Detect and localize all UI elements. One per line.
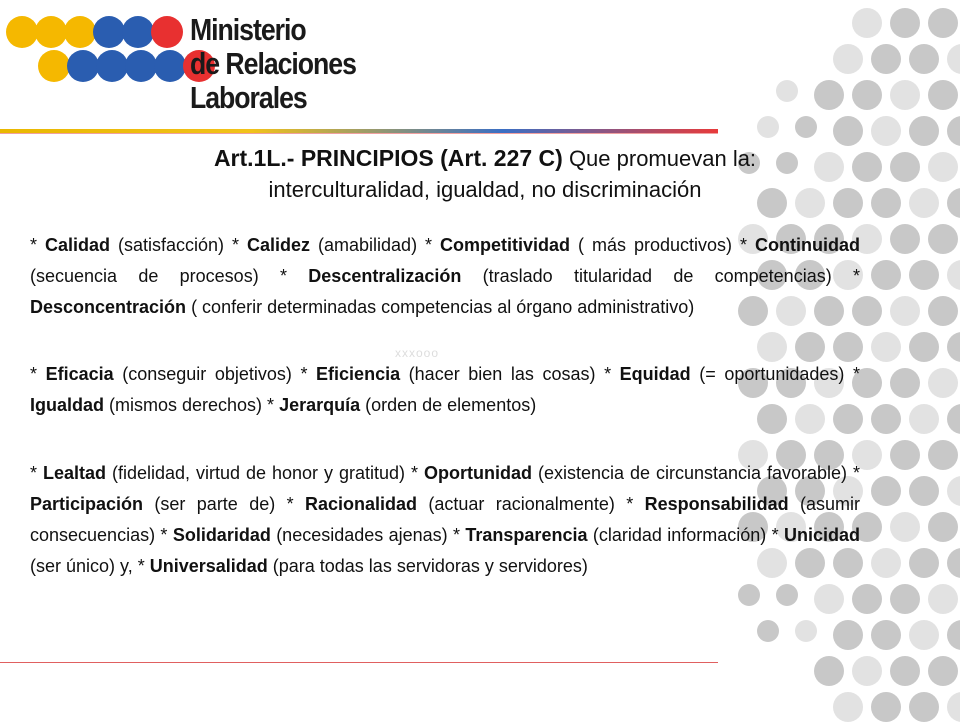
logo-dot xyxy=(151,16,183,48)
decorative-gray-dot xyxy=(757,116,779,138)
principle-term: Participación xyxy=(30,494,144,514)
principle-text: (asumir consecuencias) * xyxy=(30,494,860,545)
decorative-gray-dot xyxy=(871,404,901,434)
principle-text: (orden de elementos) xyxy=(360,395,537,415)
logo-dot xyxy=(154,50,186,82)
decorative-gray-dot xyxy=(814,584,844,614)
decorative-gray-dot xyxy=(928,440,958,470)
decorative-gray-dot xyxy=(928,224,958,254)
principle-text: (ser único) y, * xyxy=(30,556,150,576)
decorative-gray-dot xyxy=(947,332,960,362)
decorative-gray-dot xyxy=(909,620,939,650)
decorative-gray-dot xyxy=(890,224,920,254)
decorative-gray-dot xyxy=(795,620,817,642)
principle-term: Descentralización xyxy=(308,266,462,286)
decorative-gray-dot xyxy=(947,620,960,650)
decorative-gray-dot xyxy=(814,656,844,686)
decorative-gray-dot xyxy=(909,404,939,434)
principle-term: Eficacia xyxy=(45,364,114,384)
principle-text: (amabilidad) * xyxy=(310,235,441,255)
title-bold: Art.1L.- PRINCIPIOS (Art. 227 C) xyxy=(213,145,563,171)
logo-line-3: Laborales xyxy=(190,80,307,115)
principle-text: * xyxy=(30,463,43,483)
principle-text: * xyxy=(30,235,45,255)
decorative-gray-dot xyxy=(909,116,939,146)
decorative-gray-dot xyxy=(890,584,920,614)
principle-text: (actuar racionalmente) * xyxy=(417,494,645,514)
decorative-gray-dot xyxy=(890,368,920,398)
decorative-gray-dot xyxy=(852,8,882,38)
decorative-gray-dot xyxy=(890,80,920,110)
principle-text: (satisfacción) * xyxy=(110,235,247,255)
principle-text: (claridad información) * xyxy=(587,525,784,545)
principle-text: (hacer bien las cosas) * xyxy=(400,364,620,384)
principle-term: Calidad xyxy=(45,235,111,255)
logo-dot xyxy=(64,16,96,48)
principle-term: Racionalidad xyxy=(304,494,417,514)
logo-line-1: Ministerio xyxy=(190,12,306,47)
principle-term: Calidez xyxy=(247,235,311,255)
decorative-gray-dot xyxy=(928,368,958,398)
decorative-gray-dot xyxy=(890,512,920,542)
decorative-gray-dot xyxy=(871,548,901,578)
decorative-gray-dot xyxy=(757,620,779,642)
decorative-gray-dot xyxy=(871,692,901,722)
decorative-gray-dot xyxy=(833,44,863,74)
decorative-gray-dot xyxy=(947,548,960,578)
decorative-gray-dot xyxy=(795,116,817,138)
title-line-2: interculturalidad, igualdad, no discriminación xyxy=(268,177,702,202)
decorative-gray-dot xyxy=(833,116,863,146)
principle-term: Igualdad xyxy=(30,395,105,415)
decorative-gray-dot xyxy=(909,476,939,506)
logo-line-2: de Relaciones xyxy=(190,46,356,81)
decorative-gray-dot xyxy=(947,404,960,434)
decorative-gray-dot xyxy=(928,512,958,542)
principles-paragraph-2 xyxy=(30,359,860,421)
principle-text: (traslado titularidad de competencias) * xyxy=(461,266,860,286)
logo-dot xyxy=(125,50,157,82)
decorative-gray-dot xyxy=(928,656,958,686)
decorative-gray-dot xyxy=(909,44,939,74)
decorative-gray-dot xyxy=(909,692,939,722)
header-divider-shadow xyxy=(0,133,718,134)
decorative-gray-dot xyxy=(890,152,920,182)
decorative-gray-dot xyxy=(947,476,960,506)
decorative-gray-dot xyxy=(909,548,939,578)
decorative-gray-dot xyxy=(776,80,798,102)
title-normal: Que promuevan la: xyxy=(562,146,757,171)
decorative-gray-dot xyxy=(890,656,920,686)
decorative-gray-dot xyxy=(795,332,825,362)
decorative-gray-dot xyxy=(833,620,863,650)
decorative-gray-dot xyxy=(871,332,901,362)
decorative-gray-dot xyxy=(852,80,882,110)
decorative-gray-dot xyxy=(871,620,901,650)
decorative-gray-dot xyxy=(947,44,960,74)
decorative-gray-dot xyxy=(814,80,844,110)
logo-dot xyxy=(35,16,67,48)
principle-term: Competitividad xyxy=(440,235,571,255)
principle-term: Transparencia xyxy=(465,525,588,545)
principle-text: (necesidades ajenas) * xyxy=(270,525,466,545)
principle-text: (= oportunidades) * xyxy=(690,364,860,384)
decorative-gray-dot xyxy=(947,116,960,146)
decorative-gray-dot xyxy=(871,476,901,506)
principles-paragraph-1 xyxy=(30,230,860,323)
slide-title xyxy=(120,143,850,205)
decorative-gray-dot xyxy=(833,692,863,722)
principle-term: Unicidad xyxy=(784,525,861,545)
decorative-gray-dot xyxy=(928,296,958,326)
principles-paragraph-3 xyxy=(30,458,860,582)
decorative-gray-dot xyxy=(909,188,939,218)
logo-dot xyxy=(96,50,128,82)
principle-text: (ser parte de) * xyxy=(143,494,305,514)
decorative-gray-dot xyxy=(890,296,920,326)
decorative-gray-dot xyxy=(871,116,901,146)
principle-text: * xyxy=(30,364,46,384)
principle-text: (existencia de circunstancia favorable) * xyxy=(531,463,860,483)
logo-dot xyxy=(93,16,125,48)
principle-term: Lealtad xyxy=(42,463,107,483)
decorative-gray-dot xyxy=(947,692,960,722)
decorative-gray-dot xyxy=(928,584,958,614)
decorative-gray-dot xyxy=(890,440,920,470)
principle-text: (para todas las servidoras y servidores) xyxy=(267,556,588,576)
decorative-gray-dot xyxy=(757,332,787,362)
decorative-gray-dot xyxy=(871,260,901,290)
decorative-gray-dot xyxy=(947,260,960,290)
principle-text: (secuencia de procesos) * xyxy=(30,266,309,286)
logo-dot xyxy=(38,50,70,82)
principle-text: (mismos derechos) * xyxy=(104,395,280,415)
faint-marker: xxxooo xyxy=(395,346,440,360)
logo-dot xyxy=(6,16,38,48)
principle-term: Eficiencia xyxy=(316,364,401,384)
decorative-gray-dot xyxy=(890,8,920,38)
principle-term: Solidaridad xyxy=(172,525,271,545)
principle-term: Continuidad xyxy=(755,235,860,255)
decorative-gray-dot xyxy=(947,188,960,218)
principle-term: Equidad xyxy=(619,364,691,384)
logo-dot xyxy=(122,16,154,48)
decorative-gray-dot xyxy=(909,260,939,290)
principle-text: (conseguir objetivos) * xyxy=(113,364,317,384)
decorative-gray-dot xyxy=(909,332,939,362)
decorative-gray-dot xyxy=(928,152,958,182)
principle-text: ( conferir determinadas competencias al órgano administrativo) xyxy=(186,297,695,317)
principle-term: Responsabilidad xyxy=(644,494,789,514)
decorative-gray-dot xyxy=(776,584,798,606)
principle-text: ( más productivos) * xyxy=(570,235,755,255)
decorative-gray-dot xyxy=(871,44,901,74)
footer-divider xyxy=(0,662,718,663)
decorative-gray-dot xyxy=(871,188,901,218)
decorative-gray-dot xyxy=(738,584,760,606)
decorative-gray-dot xyxy=(852,656,882,686)
decorative-gray-dot xyxy=(852,152,882,182)
principle-term: Universalidad xyxy=(149,556,268,576)
decorative-gray-dot xyxy=(928,80,958,110)
principle-term: Desconcentración xyxy=(30,297,187,317)
decorative-gray-dot xyxy=(928,8,958,38)
ministry-logo xyxy=(0,0,356,125)
logo-dot xyxy=(67,50,99,82)
decorative-gray-dot xyxy=(833,332,863,362)
principle-term: Oportunidad xyxy=(423,463,532,483)
decorative-gray-dot xyxy=(852,584,882,614)
principle-term: Jerarquía xyxy=(279,395,361,415)
principle-text: (fidelidad, virtud de honor y gratitud) * xyxy=(106,463,424,483)
